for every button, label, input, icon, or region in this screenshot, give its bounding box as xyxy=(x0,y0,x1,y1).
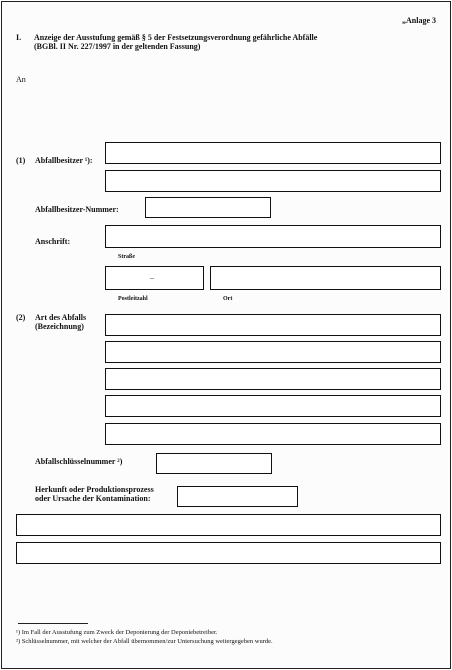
postcode-field[interactable] xyxy=(105,266,204,290)
origin-field-1[interactable] xyxy=(16,514,441,536)
section1-number: (1) xyxy=(16,156,26,165)
origin-label-line2: oder Ursache der Kontamination: xyxy=(35,494,151,503)
holder-number-label: Abfallbesitzer-Nummer: xyxy=(35,205,119,214)
key-number-label: Abfallschlüsselnummer ²) xyxy=(35,457,123,466)
waste-type-field-3[interactable] xyxy=(105,368,441,390)
street-caption: Straße xyxy=(118,254,135,260)
footnote-rule xyxy=(18,623,88,624)
waste-type-label-line2: (Bezeichnung) xyxy=(35,322,84,331)
holder-number-field[interactable] xyxy=(145,197,271,218)
holder-field-2[interactable] xyxy=(105,170,441,192)
postcode-dash: – xyxy=(150,273,154,282)
key-number-field[interactable] xyxy=(156,453,272,474)
section2-number: (2) xyxy=(16,313,26,322)
street-field[interactable] xyxy=(105,225,441,248)
origin-field-2[interactable] xyxy=(16,542,441,564)
city-caption: Ort xyxy=(223,296,233,302)
city-field[interactable] xyxy=(210,266,441,290)
annex-label: „Anlage 3 xyxy=(402,16,436,25)
address-label: Anschrift: xyxy=(35,237,71,246)
form-title-line1: Anzeige der Ausstufung gemäß § 5 der Festsetzungsverordnung gefährliche Abfälle xyxy=(34,33,318,42)
origin-label-line1: Herkunft oder Produktionsprozess xyxy=(35,485,154,494)
form-title-line2: (BGBl. II Nr. 227/1997 in der geltenden Fassung) xyxy=(34,42,201,51)
holder-field-1[interactable] xyxy=(105,142,441,164)
recipient-label: An xyxy=(16,75,26,84)
waste-type-label-line1: Art des Abfalls xyxy=(35,313,87,322)
waste-type-field-1[interactable] xyxy=(105,314,441,336)
form-page xyxy=(1,1,451,669)
section-number: I. xyxy=(16,33,22,42)
waste-type-field-5[interactable] xyxy=(105,423,441,445)
postcode-caption: Postleitzahl xyxy=(118,296,148,302)
footnote-1: ¹) Im Fall der Ausstufung zum Zweck der Deponierung der Deponiebetreiber. xyxy=(16,629,218,636)
waste-type-field-4[interactable] xyxy=(105,395,441,417)
origin-short-field[interactable] xyxy=(177,486,298,507)
footnote-2: ²) Schlüsselnummer, mit welcher der Abfall übernommen/zur Untersuchung weitergegeben wurde. xyxy=(16,638,273,645)
waste-type-field-2[interactable] xyxy=(105,341,441,363)
holder-label: Abfallbesitzer ¹): xyxy=(35,156,93,165)
